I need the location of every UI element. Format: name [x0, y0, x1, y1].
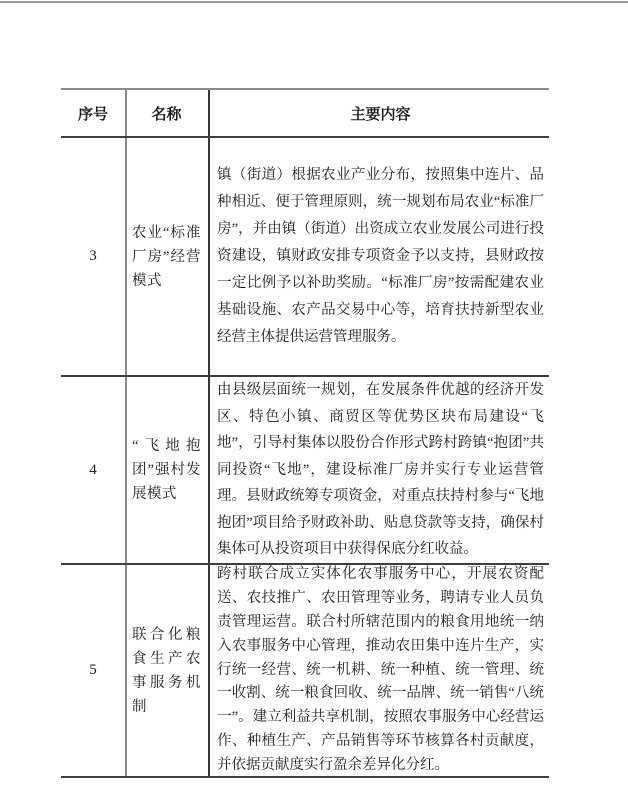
table-row	[61, 138, 549, 377]
table-header-row	[61, 90, 549, 138]
header-serial-number-label: 序号	[77, 106, 108, 123]
row-name-cell	[125, 138, 208, 375]
page-top-divider	[0, 1, 628, 3]
row-serial-number: 3	[89, 248, 97, 264]
header-main-content-label: 主要内容	[350, 106, 411, 123]
row-content-text: 跨村联合成立实体化农事服务中心，开展农资配送、农技推广、农田管理等业务，聘请专业人员负责管理运营。联合村所辖范围内的粮食用地统一纳入农事服务中心管理，推动农田集中连片生产，实行统一经营、统一机耕、统一种植、统一管理、统一收割、统一粮食回收、统一品牌、统一销售“八统一”。建立利益共享机制，按照农事服务中心经营运作、种植生产、产品销售等环节核算各村贡献度，并依据贡献度实行盈余差异化分红。	[217, 566, 544, 773]
row-name-text: 联合化粮食生产农事服务机制	[132, 626, 201, 715]
header-main-content	[208, 90, 549, 136]
table-row	[61, 565, 549, 778]
header-serial-number	[61, 90, 125, 136]
row-name-cell	[125, 565, 208, 776]
header-name	[125, 90, 208, 136]
row-content-text: 由县级层面统一规划，在发展条件优越的经济开发区、特色小镇、商贸区等优势区块布局建设“飞地”，引导村集体以股份合作形式跨村跨镇“抱团”共同投资“飞地”，建设标准厂房并实行专业运营管理。县财政统筹专项资金，对重点扶持村参与“飞地抱团”项目给予财政补助、贴息贷款等支持，确保村集体可从投资项目中获得保底分红收益。	[217, 382, 544, 558]
row-content-cell	[208, 138, 549, 375]
table-row	[61, 377, 549, 565]
row-serial-number: 5	[89, 662, 97, 678]
row-content-cell	[208, 565, 549, 776]
row-name-text: 农业“标准厂房”经营模式	[132, 224, 201, 289]
row-content-text: 镇（街道）根据农业产业分布，按照集中连片、品种相近、便于管理原则，统一规划布局农业“标准厂房”，并由镇（街道）出资成立农业发展公司进行投资建设，镇财政安排专项资金予以支持，县财政按一定比例予以补助奖励。“标准厂房”按需配建农业基础设施、农产品交易中心等，培育扶持新型农业经营主体提供运营管理服务。	[217, 167, 544, 345]
row-serial-number: 4	[89, 461, 97, 478]
modes-table	[61, 88, 549, 778]
row-name-text: “飞地抱团”强村发展模式	[132, 438, 201, 502]
row-content-cell	[208, 377, 549, 563]
row-name-cell	[125, 377, 208, 563]
header-name-label: 名称	[151, 106, 182, 123]
